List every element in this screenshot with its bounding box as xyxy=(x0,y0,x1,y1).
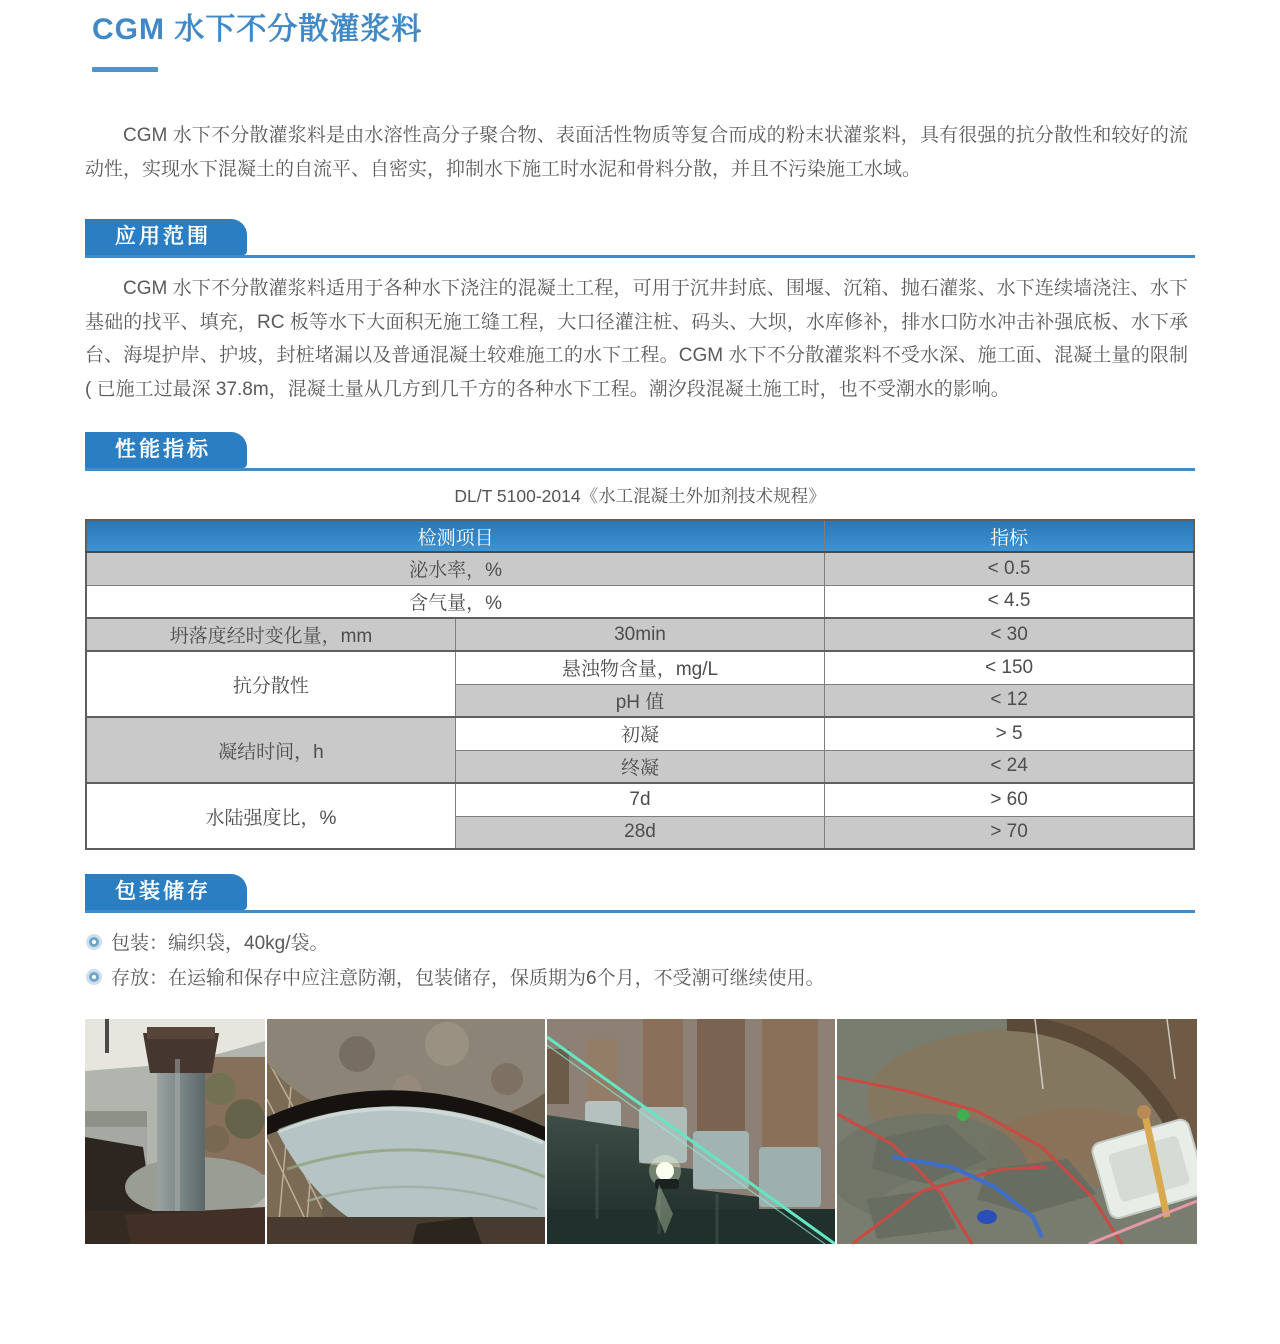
section-header-packaging xyxy=(85,874,1195,913)
row-value: < 4.5 xyxy=(825,585,1194,618)
ring-bullet-icon xyxy=(89,937,99,947)
table-row xyxy=(86,552,1194,585)
performance-table xyxy=(85,519,1195,850)
bullet-text: 包装：编织袋，40kg/袋。 xyxy=(111,933,329,954)
project-photo-strip xyxy=(85,1019,1195,1244)
packaging-section-badge: 包装储存 xyxy=(85,874,247,910)
row-sublabel: 初凝 xyxy=(455,717,824,750)
title-underline xyxy=(92,67,158,72)
row-value: < 30 xyxy=(825,618,1194,651)
list-item xyxy=(85,925,1195,958)
underwater-piers-night-photo xyxy=(547,1019,835,1244)
packaging-bullets xyxy=(85,925,1195,993)
section-header-performance xyxy=(85,432,1195,471)
ring-bullet-icon xyxy=(89,972,99,982)
application-paragraph: CGM 水下不分散灌浆料适用于各种水下浇注的混凝土工程，可用于沉井封底、围堰、沉箱、抛石灌浆、水下连续墙浇注、水下基础的找平、填充，RC 板等水下大面积无施工缝工程，大口径灌注桩、码头、大坝，水库修补，排水口防水冲击补强底板、水下承台、海堤护岸、护坡，封桩堵漏以及普通混凝土较难施工的水下工程。CGM 水下不分散灌浆料不受水深、施工面、混凝土量的限制 ( 已施工过最深 37.8m，混凝土量从几方到几千方的各种水下工程。潮汐段混凝土施工时，也不受潮水的影响。 xyxy=(85,278,1188,400)
row-sublabel: 悬浊物含量，mg/L xyxy=(455,651,824,684)
intro-paragraph: CGM 水下不分散灌浆料是由水溶性高分子聚合物、表面活性物质等复合而成的粉末状灌浆料，具有很强的抗分散性和较好的流动性，实现水下混凝土的自流平、自密实，抑制水下施工时水泥和骨料分散，并且不污染施工水域。 xyxy=(85,125,1188,180)
table-row xyxy=(86,783,1194,816)
table-row xyxy=(86,585,1194,618)
section-header-application xyxy=(85,219,1195,258)
row-sublabel: 30min xyxy=(455,618,824,651)
pile-jacket-closeup-photo xyxy=(267,1019,545,1244)
row-sublabel: 28d xyxy=(455,816,824,849)
table-row xyxy=(86,651,1194,684)
column-header-item: 检测项目 xyxy=(86,520,825,552)
bullet-text: 存放：在运输和保存中应注意防潮，包装储存，保质期为6个月，不受潮可继续使用。 xyxy=(111,968,825,989)
page-title: CGM 水下不分散灌浆料 xyxy=(92,13,423,46)
row-group-label: 抗分散性 xyxy=(86,651,455,717)
table-row xyxy=(86,618,1194,651)
table-row xyxy=(86,717,1194,750)
performance-section-badge: 性能指标 xyxy=(85,432,247,468)
row-sublabel: pH 值 xyxy=(455,684,824,717)
row-value: < 24 xyxy=(825,750,1194,783)
bridge-pier-column-photo xyxy=(85,1019,265,1244)
row-group-label: 凝结时间，h xyxy=(86,717,455,783)
row-label: 坍落度经时变化量，mm xyxy=(86,618,455,651)
column-header-index: 指标 xyxy=(825,520,1194,552)
row-label: 含气量，% xyxy=(86,585,825,618)
row-group-label: 水陆强度比，% xyxy=(86,783,455,849)
list-item xyxy=(85,960,1195,993)
row-value: < 150 xyxy=(825,651,1194,684)
row-sublabel: 7d xyxy=(455,783,824,816)
row-value: < 12 xyxy=(825,684,1194,717)
table-header-row xyxy=(86,520,1194,552)
row-value: > 70 xyxy=(825,816,1194,849)
row-value: > 60 xyxy=(825,783,1194,816)
cofferdam-mud-pit-photo xyxy=(837,1019,1197,1244)
row-label: 泌水率，% xyxy=(86,552,825,585)
standard-caption: DL/T 5100-2014《水工混凝土外加剂技术规程》 xyxy=(454,486,826,506)
application-section-badge: 应用范围 xyxy=(85,219,247,255)
row-value: > 5 xyxy=(825,717,1194,750)
row-value: < 0.5 xyxy=(825,552,1194,585)
row-sublabel: 终凝 xyxy=(455,750,824,783)
